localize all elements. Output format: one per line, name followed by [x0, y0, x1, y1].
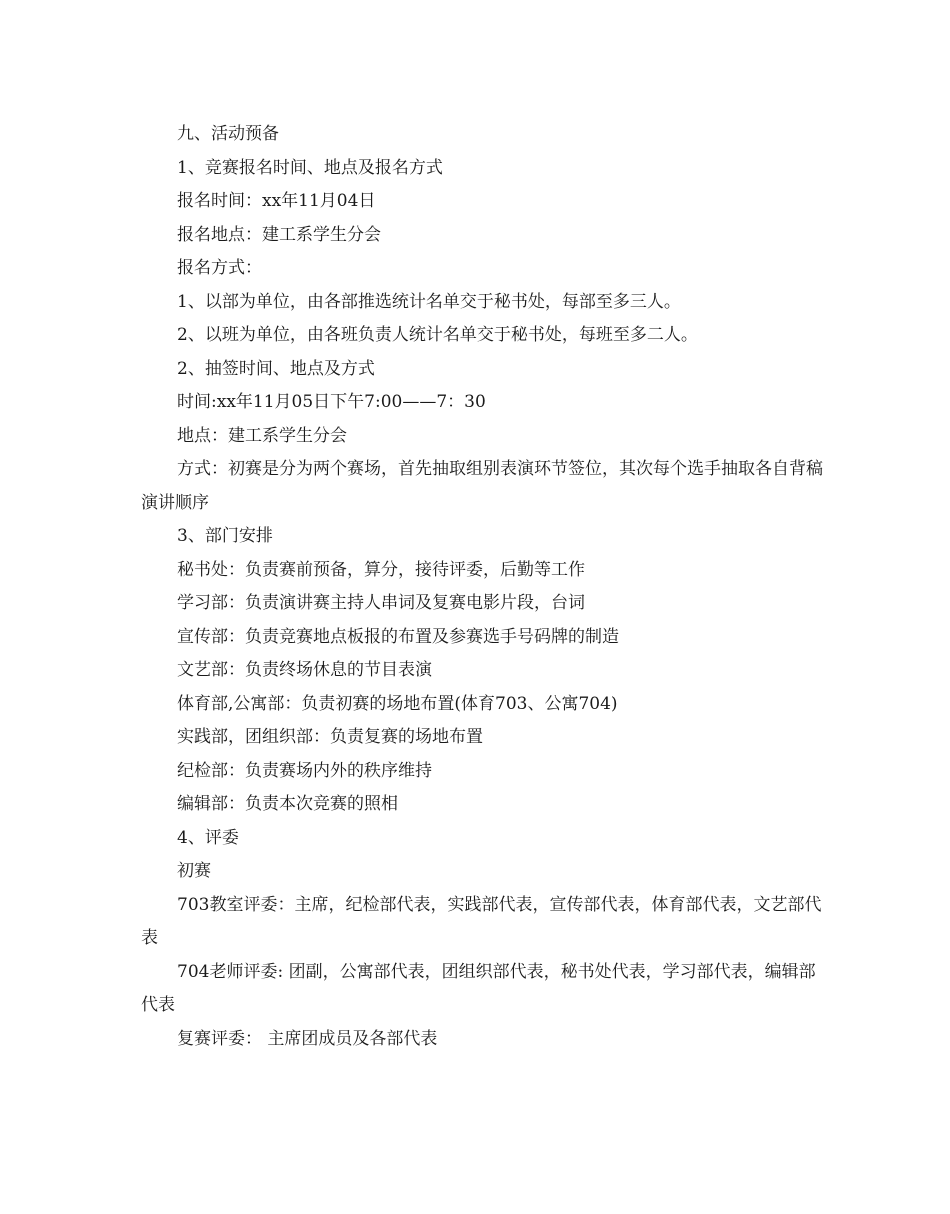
- department-duty: 宣传部：负责竞赛地点板报的布置及参赛选手号码牌的制造: [177, 626, 619, 647]
- department-duty: 体育部,公寓部：负责初赛的场地布置(体育703、公寓704): [177, 693, 618, 714]
- registration-method-item: 1、以部为单位，由各部推选统计名单交于秘书处，每部至多三人。: [177, 291, 681, 312]
- department-duty: 秘书处：负责赛前预备，算分，接待评委，后勤等工作: [177, 559, 585, 580]
- draw-location: 地点：建工系学生分会: [177, 425, 347, 446]
- subsection-heading-draw: 2、抽签时间、地点及方式: [177, 358, 375, 379]
- registration-time: 报名时间：xx年11月04日: [177, 191, 376, 211]
- department-duty: 实践部，团组织部：负责复赛的场地布置: [177, 727, 483, 747]
- subsection-heading-judges: 4、评委: [177, 827, 239, 848]
- final-round-judges: 复赛评委： 主席团成员及各部代表: [177, 1028, 438, 1049]
- subsection-heading-departments: 3、部门安排: [177, 526, 273, 546]
- department-duty: 纪检部：负责赛场内外的秩序维持: [177, 760, 432, 781]
- department-duty: 文艺部：负责终场休息的节目表演: [177, 660, 432, 680]
- department-duty: 编辑部：负责本次竞赛的照相: [177, 794, 398, 814]
- judges-room-704: 704老师评委: 团副，公寓部代表，团组织部代表，秘书处代表，学习部代表，编辑部代表: [141, 961, 816, 1015]
- registration-location: 报名地点：建工系学生分会: [177, 224, 381, 245]
- document-body: [141, 118, 831, 1056]
- preliminary-round-label: 初赛: [177, 861, 211, 881]
- registration-method-label: 报名方式：: [177, 258, 262, 278]
- section-heading-activity-preparation: 九、活动预备: [177, 124, 279, 144]
- department-duty: 学习部：负责演讲赛主持人串词及复赛电影片段，台词: [177, 593, 585, 613]
- subsection-heading-registration: 1、竞赛报名时间、地点及报名方式: [177, 157, 443, 178]
- draw-time: 时间:xx年11月05日下午7:00——7：30: [177, 392, 486, 412]
- registration-method-item: 2、以班为单位，由各班负责人统计名单交于秘书处，每班至多二人。: [177, 325, 698, 345]
- draw-method: 方式：初赛是分为两个赛场，首先抽取组别表演环节签位，其次每个选手抽取各自背稿演讲顺序: [141, 459, 823, 513]
- judges-room-703: 703教室评委：主席，纪检部代表，实践部代表，宣传部代表，体育部代表，文艺部代表: [141, 894, 822, 948]
